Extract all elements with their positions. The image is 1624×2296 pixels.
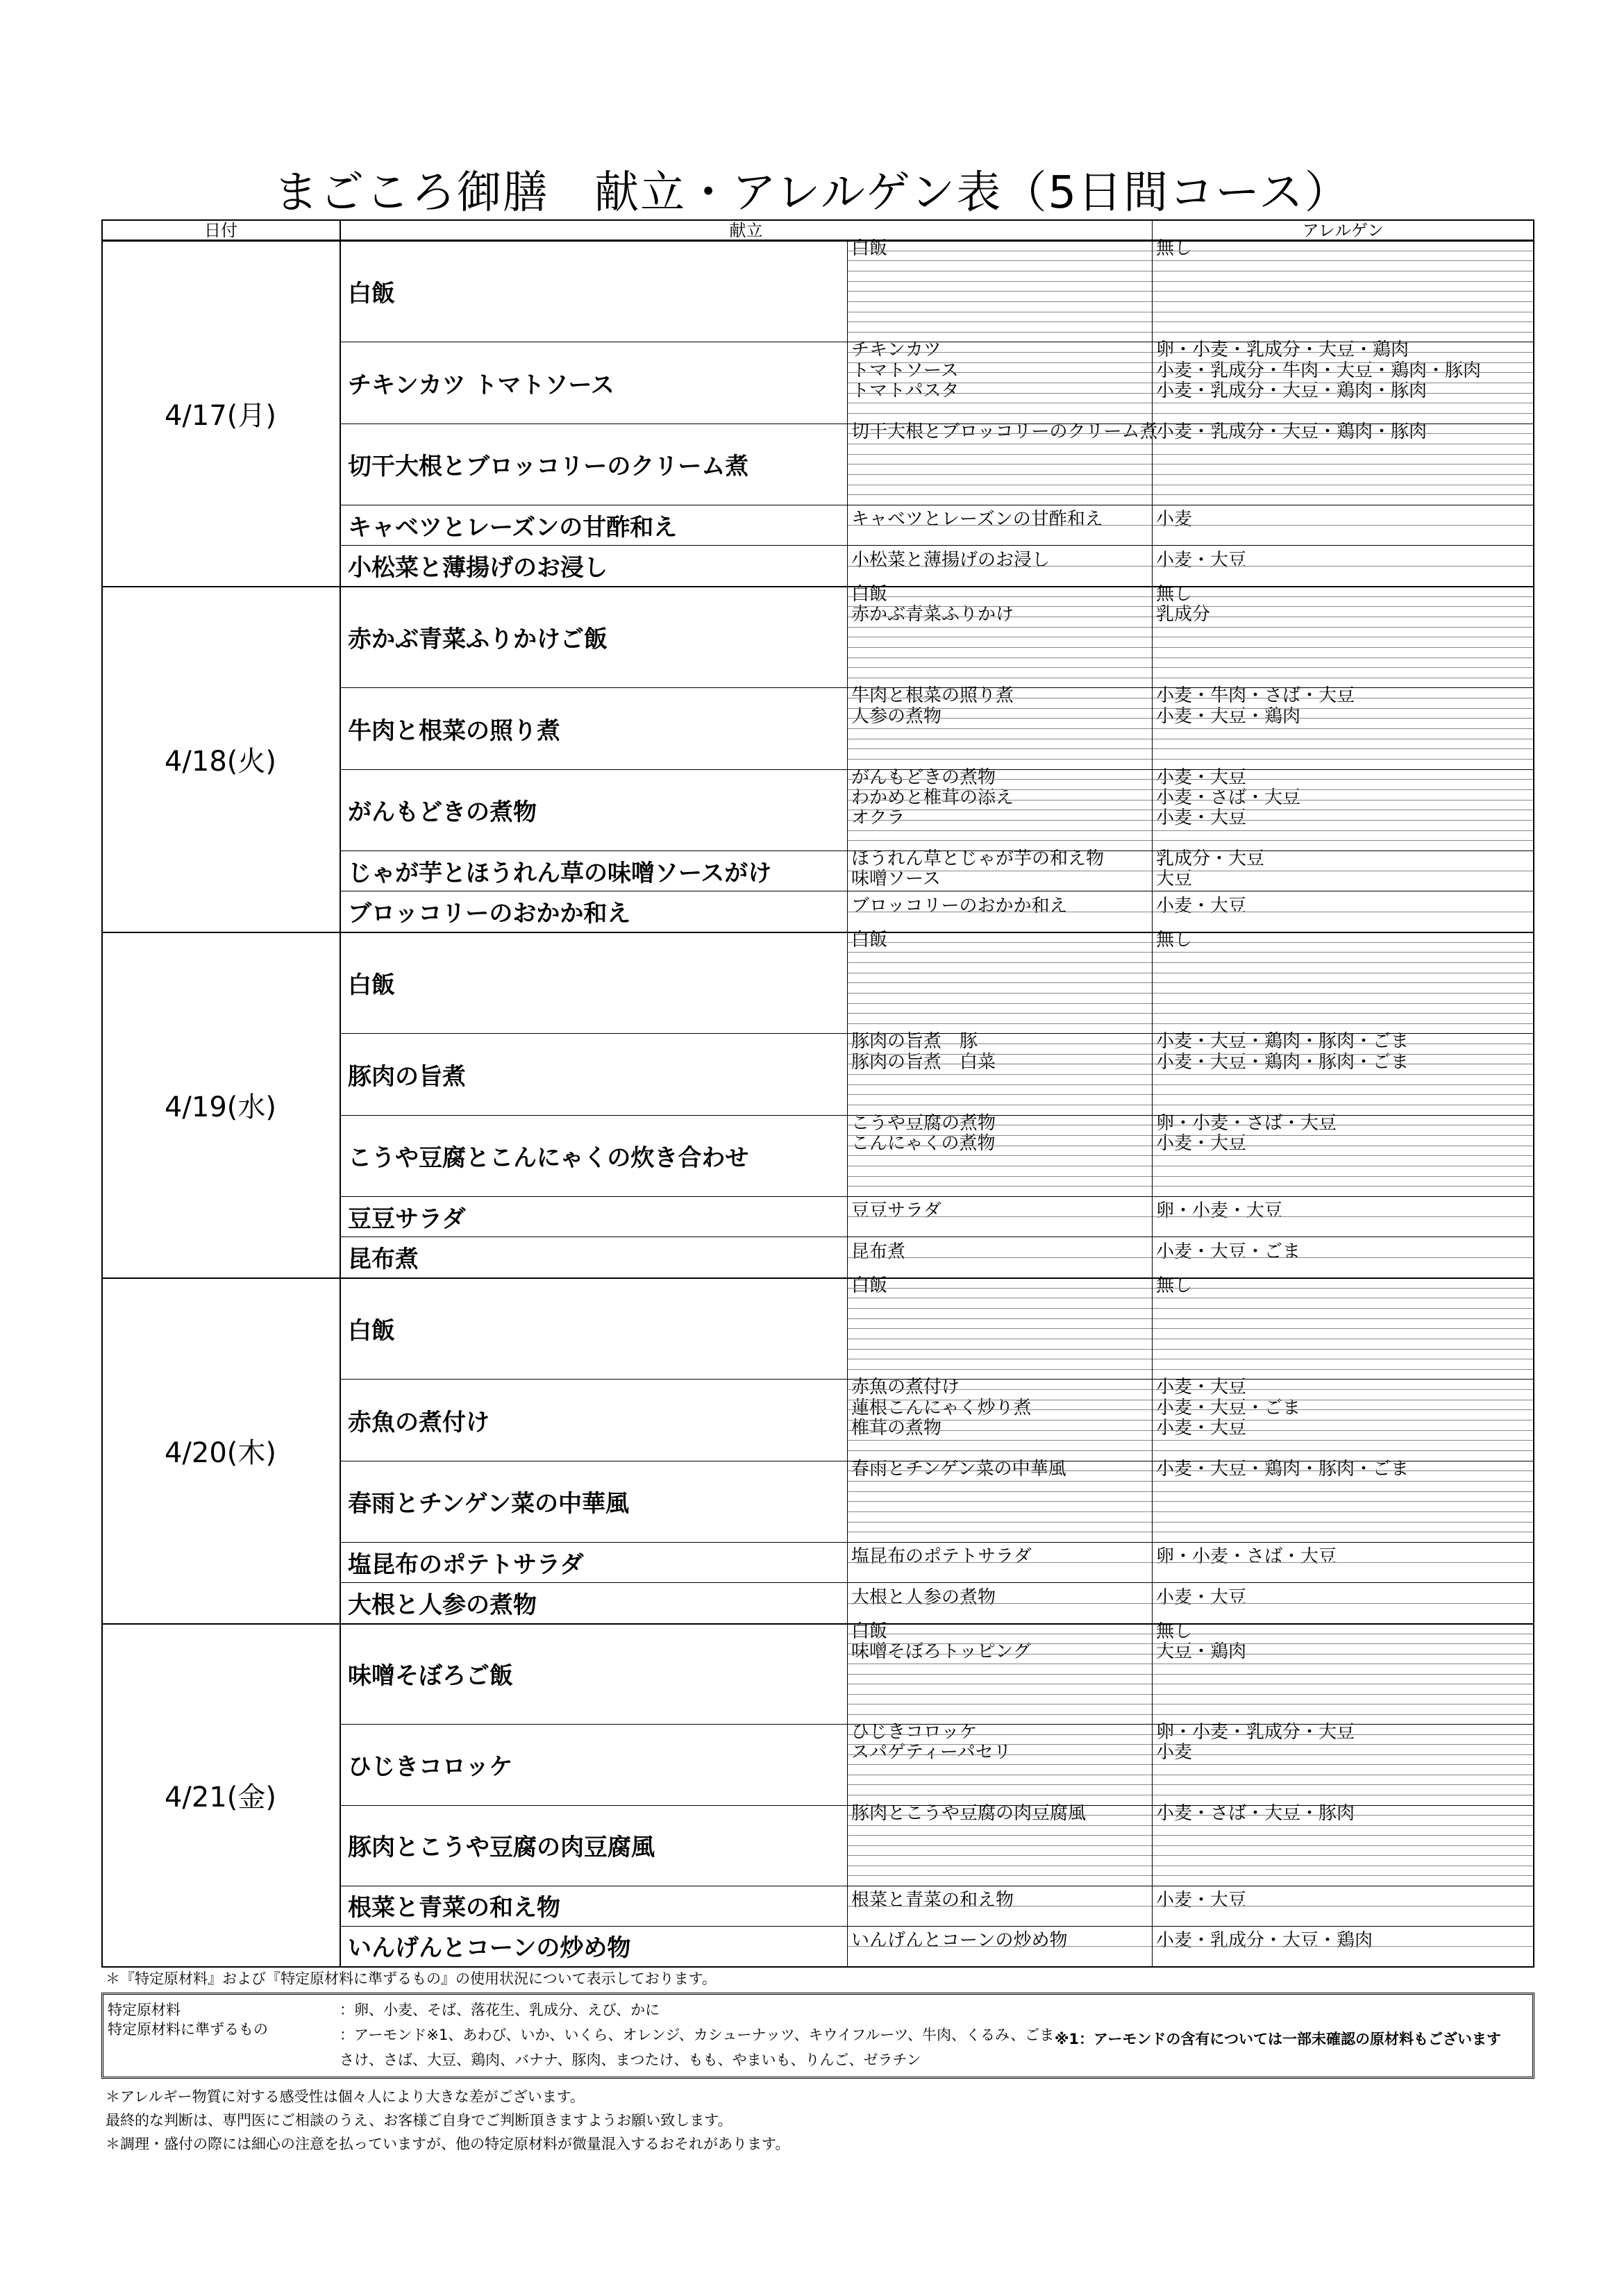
row-rule [847,1744,1534,1745]
ingredient: 蓮根こんにゃく炒り煮 [851,1397,1032,1418]
allergen-value: 小麦・牛肉・さば・大豆 [1156,685,1355,707]
ingredient: 赤魚の煮付け [851,1377,960,1398]
row-rule [847,1825,1534,1826]
row-rule [847,1470,1534,1471]
row-rule [847,566,1534,567]
ingredient: 人参の煮物 [851,705,942,727]
allergen-value: 小麦・大豆・ごま [1156,1397,1301,1418]
row-rule [847,1023,1534,1024]
legend-value-equivalent: ：アーモンド※1、あわび、いか、いくら、オレンジ、カシューナッツ、キウイフルーツ、牛肉、くるみ、ごま [340,2027,1055,2043]
ingredient: トマトパスタ [851,380,960,402]
allergen-value: 乳成分・大豆 [1156,848,1265,869]
dish-name: 赤かぶ青菜ふりかけご飯 [348,625,608,653]
row-rule [847,667,1534,668]
ingredient: 塩昆布のポテトサラダ [851,1546,1032,1568]
row-rule [847,1835,1534,1836]
allergen-value: 卵・小麦・乳成分・大豆 [1156,1722,1355,1743]
ingredient: 春雨とチンゲン菜の中華風 [851,1458,1066,1480]
allergen-value: 無し [1156,1621,1193,1642]
allergen-legend [101,1993,1534,2079]
allergen-value: 小麦・大豆・鶏肉・豚肉・ごま [1156,1031,1409,1053]
allergen-value: 小麦・大豆 [1156,1132,1247,1154]
ingredient: わかめと椎茸の添え [851,787,1014,808]
allergen-value: 無し [1156,930,1193,950]
ingredient: 白飯 [851,1275,888,1296]
row-rule [847,1562,1534,1563]
ingredient: ほうれん草とじゃが芋の和え物 [851,848,1105,869]
legend-label-specified: 特定原材料 [108,2002,181,2018]
row-rule [847,820,1534,821]
dish-name: 春雨とチンゲン菜の中華風 [348,1489,629,1518]
allergen-value: 小麦 [1156,509,1193,530]
row-rule [847,1481,1534,1482]
row-rule [847,657,1534,658]
allergen-value: 無し [1156,584,1193,605]
row-rule [847,789,1534,790]
row-rule [847,1906,1534,1907]
allergen-value: 小麦・大豆・ごま [1156,1241,1301,1262]
allergen-value: 小麦・大豆・鶏肉 [1156,705,1301,727]
row-rule [847,1176,1534,1177]
dish-name: がんもどきの煮物 [348,798,537,826]
ingredient: 大根と人参の煮物 [851,1586,996,1608]
dish-name: 豆豆サラダ [348,1205,466,1233]
row-rule [847,474,1534,475]
row-rule [847,779,1534,780]
row-rule [847,606,1534,607]
row-rule [847,1155,1534,1156]
dish-name: チキンカツ トマトソース [348,371,614,399]
day-rule [101,1966,1534,1968]
disclaimer-1: ＊アレルギー物質に対する感受性は個々人により大きな差がございます。 [106,2088,585,2105]
allergen-value: 小麦・乳成分・大豆・鶏肉・豚肉 [1156,380,1428,402]
row-rule [847,260,1534,261]
table-top-rule [101,219,1534,221]
row-rule [847,708,1534,709]
header-menu: 献立 [340,219,1153,240]
allergen-value: 卵・小麦・大豆 [1156,1200,1283,1222]
row-rule [847,1714,1534,1715]
dish-name: いんげんとコーンの炒め物 [348,1934,631,1963]
row-rule [847,1491,1534,1492]
row-rule [847,301,1534,302]
row-rule [847,454,1534,455]
row-rule [847,1946,1534,1947]
dish-name: 白飯 [348,279,395,308]
ingredient: 牛肉と根菜の照り煮 [851,685,1014,707]
ingredient: 豆豆サラダ [851,1200,941,1222]
allergen-value: 小麦・大豆 [1156,1890,1247,1911]
allergen-value: 無し [1156,238,1193,259]
row-rule [847,1764,1534,1765]
row-rule [847,1815,1534,1816]
row-rule [847,372,1534,373]
row-rule [847,962,1534,963]
ingredient: ブロッコリーのおかか和え [851,895,1068,916]
legend-footnote: ※1：アーモンドの含有については一部未確認の原材料もございます [1055,2031,1501,2047]
allergen-value: 小麦・大豆 [1156,1377,1247,1398]
ingredient: 根菜と青菜の和え物 [851,1890,1014,1911]
ingredient: 昆布煮 [851,1241,906,1262]
ingredient: キャベツとレーズンの甘酢和え [851,509,1103,530]
legend-value-equivalent-cont: さけ、さば、大豆、鶏肉、バナナ、豚肉、まつたけ、もも、やまいも、りんご、ゼラチン [340,2052,921,2068]
disclaimer-3: ＊調理・盛付の際には細心の注意を払っていますが、他の特定原材料が微量混入するおそれがあります。 [106,2136,790,2152]
row-rule [847,942,1534,943]
dish-name: 切干大根とブロッコリーのクリーム煮 [348,452,749,480]
allergen-value: 小麦・大豆・鶏肉・豚肉・ごま [1156,1051,1409,1073]
row-rule [847,1603,1534,1604]
row-rule [847,1318,1534,1319]
disclaimer-2: 最終的な判断は、専門医にご相談のうえ、お客様ご自身でご判断頂きますようお願い致します。 [106,2112,733,2129]
row-rule [847,413,1534,414]
menu-allergen-table [101,219,1534,1968]
row-rule [847,982,1534,983]
dish-name: じゃが芋とほうれん草の味噌ソースがけ [348,859,772,887]
ingredient: 豚肉とこうや豆腐の肉豆腐風 [851,1802,1087,1824]
day-date: 4/21(金) [164,1781,277,1813]
row-rule [847,1643,1534,1644]
table-left-rule [101,219,103,1966]
ingredient: スパゲティーパセリ [851,1742,1012,1763]
date-col-rule [340,219,341,1966]
ingredient: 白飯 [851,238,888,259]
allergen-value: 小麦 [1156,1742,1193,1763]
row-rule [847,1257,1534,1258]
ingredient: 味噌そぼろトッピング [851,1641,1031,1663]
row-rule [847,1511,1534,1512]
row-rule [847,1522,1534,1523]
allergen-value: 卵・小麦・さば・大豆 [1156,1546,1337,1568]
legend-value-specified: ：卵、小麦、そば、落花生、乳成分、えび、かに [340,2002,660,2018]
row-rule [847,332,1534,333]
row-rule [847,1054,1534,1055]
row-rule [847,1430,1534,1431]
row-rule [847,1186,1534,1187]
row-rule [847,718,1534,719]
row-rule [847,494,1534,495]
row-rule [847,291,1534,292]
ingredient: こんにゃくの煮物 [851,1132,996,1154]
row-rule [847,647,1534,648]
row-rule [847,1784,1534,1785]
ingredient: 椎茸の煮物 [851,1418,942,1439]
allergen-col-rule [1152,219,1153,1966]
row-rule [847,728,1534,729]
dish-name: 豚肉の旨煮 [348,1062,466,1091]
row-rule [847,800,1534,801]
ingredient: 豚肉の旨煮 白菜 [851,1051,996,1073]
allergen-value: 小麦・大豆 [1156,549,1247,571]
ingredient: 豚肉の旨煮 豚 [851,1031,978,1053]
ingredient: こうや豆腐の煮物 [851,1112,996,1134]
allergen-value: 小麦・大豆・鶏肉・豚肉・ごま [1156,1458,1409,1480]
dish-name: 豚肉とこうや豆腐の肉豆腐風 [348,1834,655,1862]
ingredient: 白飯 [851,1621,888,1642]
dish-name: キャベツとレーズンの甘酢和え [348,513,678,542]
row-rule [847,1734,1534,1735]
allergen-value: 小麦・大豆 [1156,807,1247,829]
dish-name: 塩昆布のポテトサラダ [348,1550,584,1579]
allergen-value: 無し [1156,1275,1193,1296]
row-rule [847,1074,1534,1075]
row-rule [847,1084,1534,1085]
ingredient: オクラ [851,807,905,829]
row-rule [847,993,1534,994]
ingredient: チキンカツ [851,340,941,361]
ingredient: 白飯 [851,930,888,950]
row-rule [847,759,1534,760]
row-rule [847,1308,1534,1309]
row-rule [847,1754,1534,1755]
row-rule [847,1003,1534,1004]
row-rule [847,1288,1534,1289]
allergen-value: 小麦・さば・大豆 [1156,787,1301,808]
row-rule [847,748,1534,749]
row-rule [847,525,1534,526]
ingredient: ひじきコロッケ [851,1722,978,1743]
row-rule [847,1328,1534,1329]
row-rule [847,1845,1534,1846]
row-rule [847,433,1534,434]
row-rule [847,1420,1534,1421]
header-date: 日付 [101,219,340,240]
item-col-rule [847,240,848,1966]
day-date: 4/20(木) [164,1436,277,1469]
row-rule [847,830,1534,831]
allergen-value: 小麦・大豆 [1156,895,1247,916]
row-rule [847,321,1534,322]
dish-name: 小松菜と薄揚げのお浸し [348,554,608,583]
row-rule [847,1369,1534,1370]
dish-name: 牛肉と根菜の照り煮 [348,717,560,745]
allergen-value: 大豆 [1156,869,1193,890]
allergen-value: 小麦・乳成分・大豆・鶏肉 [1156,1930,1373,1952]
row-rule [847,1349,1534,1350]
table-right-rule [1533,219,1534,1966]
dish-name: ひじきコロッケ [348,1752,513,1781]
ingredient: 小松菜と薄揚げのお浸し [851,549,1050,571]
dish-name: 昆布煮 [348,1246,419,1274]
day-date: 4/18(火) [164,745,277,778]
row-rule [847,952,1534,953]
ingredient: トマトソース [851,360,959,381]
allergen-value: 小麦・大豆 [1156,1418,1247,1439]
dish-name: 白飯 [348,971,395,999]
ingredient: 味噌ソース [851,869,941,890]
dish-name: 根菜と青菜の和え物 [348,1894,560,1922]
allergen-value: 小麦・大豆 [1156,766,1247,788]
ingredient: 白飯 [851,584,888,605]
dish-name: ブロッコリーのおかか和え [348,900,631,928]
row-rule [847,1694,1534,1695]
day-date: 4/19(水) [164,1091,277,1123]
day-date: 4/17(月) [164,399,277,432]
allergen-value: 小麦・乳成分・大豆・鶏肉・豚肉 [1156,421,1428,442]
ingredient: 切干大根とブロッコリーのクリーム煮 [851,421,1158,442]
dish-name: こうや豆腐とこんにゃくの炊き合わせ [348,1143,749,1172]
row-rule [847,596,1534,597]
dish-name: 大根と人参の煮物 [348,1591,537,1620]
legend-label-equivalent: 特定原材料に準ずるもの [108,2021,268,2038]
header-allergen: アレルゲン [1152,219,1534,240]
row-rule [847,627,1534,628]
allergen-value: 小麦・さば・大豆・豚肉 [1156,1802,1355,1824]
row-rule [847,281,1534,282]
allergen-value: 卵・小麦・さば・大豆 [1156,1112,1337,1134]
row-rule [847,1409,1534,1410]
row-rule [847,362,1534,363]
allergen-value: 乳成分 [1156,604,1211,626]
row-rule [847,1013,1534,1014]
header-rule [101,240,1534,242]
allergen-value: 大豆・鶏肉 [1156,1641,1247,1663]
allergen-value: 小麦・乳成分・牛肉・大豆・鶏肉・豚肉 [1156,360,1482,381]
row-rule [847,1440,1534,1441]
dish-name: 味噌そぼろご飯 [348,1662,513,1691]
row-rule [847,393,1534,394]
row-rule [847,1855,1534,1856]
row-rule [847,1216,1534,1217]
row-rule [847,1875,1534,1876]
ingredient: 赤かぶ青菜ふりかけ [851,604,1014,626]
dish-name: 白飯 [348,1316,395,1345]
allergen-value: 卵・小麦・乳成分・大豆・鶏肉 [1156,340,1409,361]
row-rule [847,840,1534,841]
allergen-value: 小麦・大豆 [1156,1586,1247,1608]
ingredient: いんげんとコーンの炒め物 [851,1930,1068,1952]
row-rule [847,1094,1534,1095]
page-title: まごころ御膳 献立・アレルゲン表（5日間コース） [274,167,1350,219]
dish-name: 赤魚の煮付け [348,1408,489,1436]
row-rule [847,1674,1534,1675]
row-rule [847,1135,1534,1136]
row-rule [847,1450,1534,1451]
usage-note: ＊『特定原材料』および『特定原材料に準ずるもの』の使用状況について表示しております。 [106,1970,717,1987]
row-rule [847,1389,1534,1390]
row-rule [847,352,1534,353]
ingredient: がんもどきの煮物 [851,766,996,788]
row-rule [847,1501,1534,1502]
